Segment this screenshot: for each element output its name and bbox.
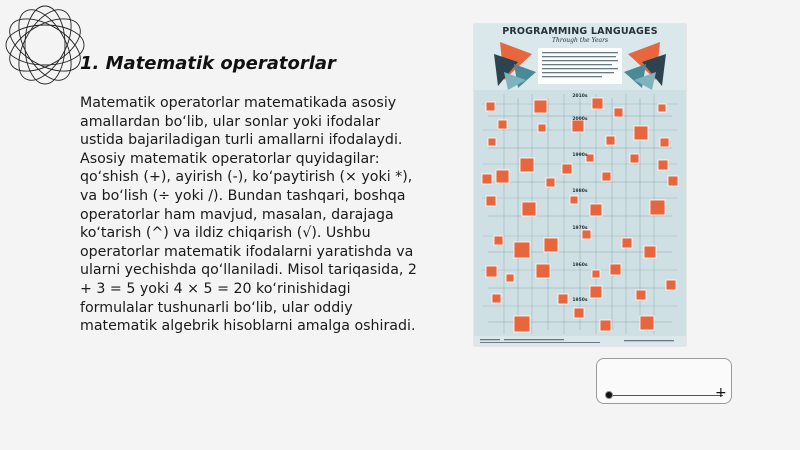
poster-era-label: 2010s	[572, 94, 588, 99]
programming-languages-poster	[474, 24, 686, 346]
poster-era-label: 1970s	[572, 226, 588, 231]
poster-subtitle: Through the Years	[551, 37, 609, 44]
poster-title: PROGRAMMING LANGUAGES	[502, 26, 658, 37]
poster-era-label: 2000s	[572, 117, 588, 122]
spirograph-logo-icon	[2, 2, 88, 88]
timeline-widget[interactable]	[596, 358, 732, 404]
poster-era-label: 1990s	[572, 153, 588, 158]
timeline-track	[609, 395, 723, 396]
poster-era-label: 1960s	[572, 263, 588, 268]
poster-era-label: 1950s	[572, 298, 588, 303]
slide-body-text: Matematik operatorlar matematikada asosiy amallardan bo‘lib, ular sonlar yoki ifodalar ustida bajariladigan turli amallarni ifodalaydi. Asosiy matematik operatorlar quyidagilar: qo‘shish (+), ayirish (-), ko‘paytirish (× yoki *), va bo‘lish (÷ yoki /). Bundan tashqari, boshqa operatorlar ham mavjud, masalan, darajaga ko‘tarish (^) va ildiz chiqarish (√). Ushbu operatorlar matematik ifodalarni yaratishda va ularni yechishda qo‘llaniladi. Misol tariqasida, 2 + 3 = 5 yoki 4 × 5 = 20 ko‘rinishidagi formulalar tushunarli bo‘lib, ular oddiy matematik algebrik hisoblarni amalga oshiradi.	[80, 95, 417, 335]
slide-title: 1. Matematik operatorlar	[80, 53, 336, 74]
timeline-end-plus-icon[interactable]: +	[715, 385, 727, 401]
poster-era-label: 1980s	[572, 189, 588, 194]
timeline-start-dot-icon[interactable]	[605, 391, 613, 399]
